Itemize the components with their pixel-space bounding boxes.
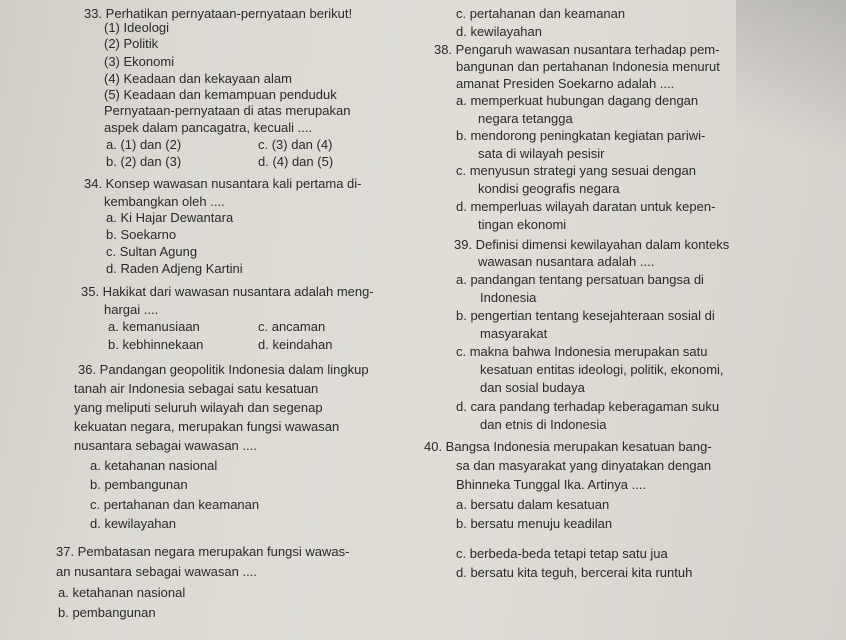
text-line: a. memperkuat hubungan dagang dengan — [456, 93, 699, 108]
text-line: 33. Perhatikan pernyataan-pernyataan berikut! — [84, 6, 353, 21]
text-line: a. ketahanan nasional — [58, 585, 186, 600]
text-line: b. (2) dan (3) — [106, 154, 182, 169]
text-line: b. pembangunan — [90, 477, 188, 492]
text-line: (4) Keadaan dan kekayaan alam — [104, 71, 292, 86]
text-line: yang meliputi seluruh wilayah dan segenap — [74, 400, 323, 415]
text-line: b. pembangunan — [58, 605, 156, 620]
text-line: c. makna bahwa Indonesia merupakan satu — [456, 344, 708, 359]
text-line: 39. Definisi dimensi kewilayahan dalam konteks — [454, 237, 730, 252]
text-line: (1) Ideologi — [104, 20, 170, 35]
text-line: b. mendorong peningkatan kegiatan pariwi- — [456, 128, 706, 143]
text-line: bangunan dan pertahanan Indonesia menurut — [456, 59, 720, 74]
text-line: tingan ekonomi — [478, 217, 567, 232]
text-line: Pernyataan-pernyataan di atas merupakan — [104, 103, 351, 118]
text-line: kondisi geografis negara — [478, 181, 620, 196]
text-line: a. (1) dan (2) — [106, 137, 182, 152]
text-line: c. ancaman — [258, 319, 326, 334]
text-line: masyarakat — [480, 326, 548, 341]
text-line: c. berbeda-beda tetapi tetap satu jua — [456, 546, 668, 561]
text-line: 34. Konsep wawasan nusantara kali pertama di- — [84, 176, 362, 191]
text-line: 38. Pengaruh wawasan nusantara terhadap pem- — [434, 42, 720, 57]
text-line: b. kebhinnekaan — [108, 337, 204, 352]
text-line: dan etnis di Indonesia — [480, 417, 607, 432]
text-line: d. memperluas wilayah daratan untuk kepen- — [456, 199, 716, 214]
text-line: (3) Ekonomi — [104, 54, 175, 69]
text-line: kembangkan oleh .... — [104, 194, 225, 209]
text-line: d. kewilayahan — [456, 24, 542, 39]
text-line: d. Raden Adjeng Kartini — [106, 261, 243, 276]
text-line: hargai .... — [104, 302, 159, 317]
text-line: c. menyusun strategi yang sesuai dengan — [456, 163, 696, 178]
text-line: c. (3) dan (4) — [258, 137, 333, 152]
text-line: Indonesia — [480, 290, 537, 305]
text-line: c. pertahanan dan keamanan — [90, 497, 260, 512]
text-line: a. bersatu dalam kesatuan — [456, 497, 610, 512]
text-line: sata di wilayah pesisir — [478, 146, 605, 161]
text-line: c. Sultan Agung — [106, 244, 198, 259]
text-line: dan sosial budaya — [480, 380, 585, 395]
text-line: Bhinneka Tunggal Ika. Artinya .... — [456, 477, 647, 492]
text-line: sa dan masyarakat yang dinyatakan dengan — [456, 458, 712, 473]
page-shadow — [736, 0, 846, 200]
text-line: d. kewilayahan — [90, 516, 176, 531]
text-line: kekuatan negara, merupakan fungsi wawasan — [74, 419, 340, 434]
text-line: d. keindahan — [258, 337, 333, 352]
text-line: b. bersatu menuju keadilan — [456, 516, 613, 531]
text-line: (2) Politik — [104, 36, 159, 51]
text-line: 35. Hakikat dari wawasan nusantara adalah meng- — [81, 284, 374, 299]
text-line: d. (4) dan (5) — [258, 154, 334, 169]
text-line: 36. Pandangan geopolitik Indonesia dalam lingkup — [78, 362, 369, 377]
text-line: a. kemanusiaan — [108, 319, 200, 334]
text-line: a. ketahanan nasional — [90, 458, 218, 473]
text-line: d. cara pandang terhadap keberagaman suku — [456, 399, 720, 414]
text-line: wawasan nusantara adalah .... — [478, 254, 655, 269]
text-line: an nusantara sebagai wawasan .... — [56, 564, 257, 579]
text-line: c. pertahanan dan keamanan — [456, 6, 626, 21]
text-line: kesatuan entitas ideologi, politik, ekonomi, — [480, 362, 724, 377]
text-line: d. bersatu kita teguh, bercerai kita runtuh — [456, 565, 693, 580]
text-line: 40. Bangsa Indonesia merupakan kesatuan bang- — [424, 439, 712, 454]
text-line: nusantara sebagai wawasan .... — [74, 438, 257, 453]
text-line: amanat Presiden Soekarno adalah .... — [456, 76, 675, 91]
text-line: tanah air Indonesia sebagai satu kesatuan — [74, 381, 319, 396]
text-line: (5) Keadaan dan kemampuan penduduk — [104, 87, 337, 102]
text-line: aspek dalam pancagatra, kecuali .... — [104, 120, 313, 135]
text-line: 37. Pembatasan negara merupakan fungsi wawas- — [56, 544, 350, 559]
text-line: b. pengertian tentang kesejahteraan sosial di — [456, 308, 715, 323]
text-line: a. Ki Hajar Dewantara — [106, 210, 234, 225]
text-line: a. pandangan tentang persatuan bangsa di — [456, 272, 704, 287]
text-line: negara tetangga — [478, 111, 573, 126]
text-line: b. Soekarno — [106, 227, 177, 242]
